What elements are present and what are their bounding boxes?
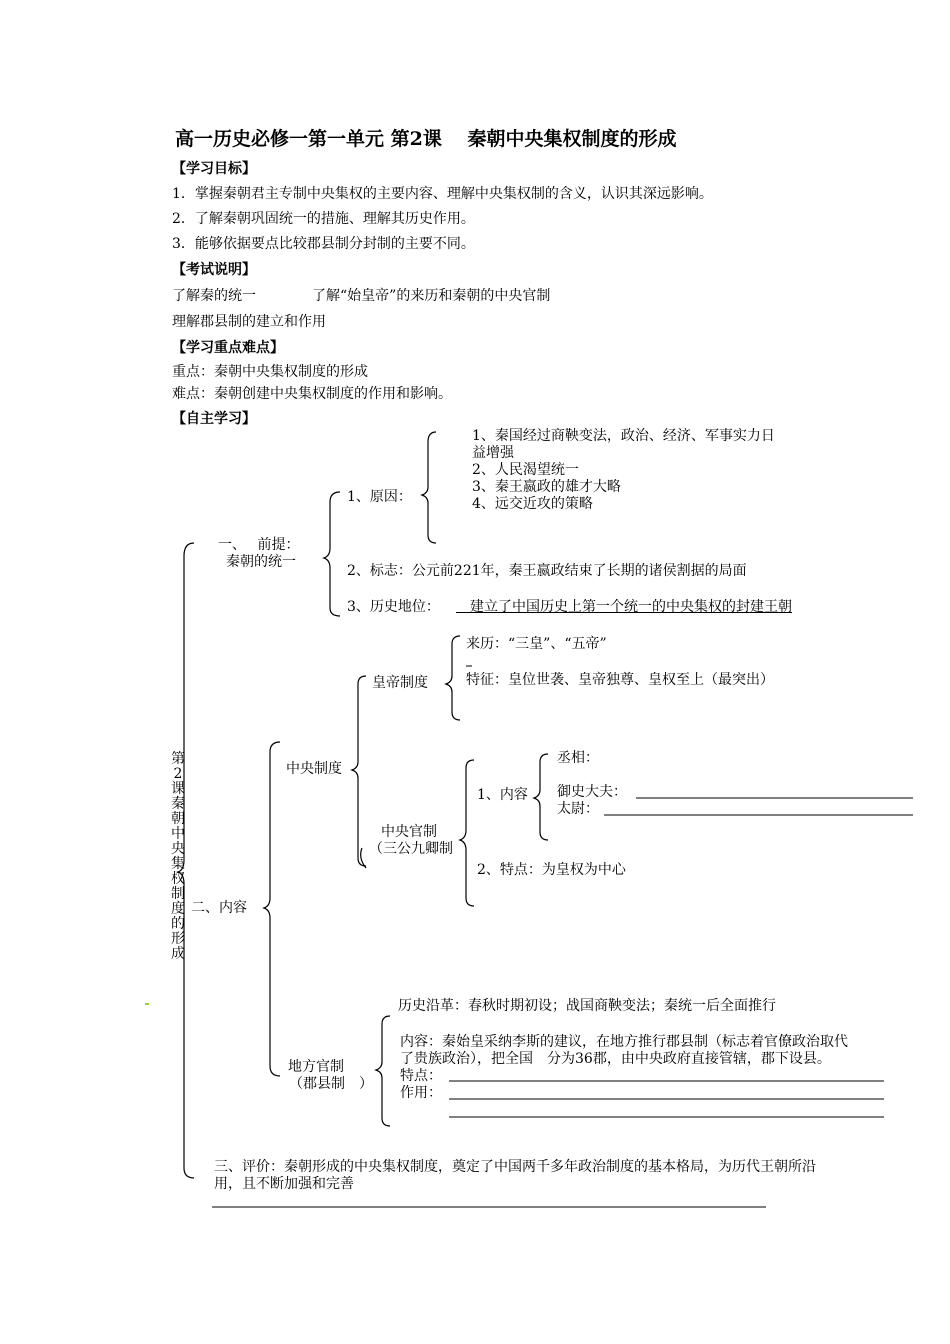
- status-label: 3、历史地位：: [347, 599, 440, 615]
- bracket-part2: [264, 742, 280, 1076]
- chancellor-label: 丞相：: [557, 750, 599, 766]
- bracket-content: [534, 754, 548, 840]
- local-officials: 地方官制: [288, 1059, 344, 1075]
- goal-item: 2．了解秦朝巩固统一的措施、理解其历史作用。: [172, 211, 475, 227]
- bracket-emperor: [446, 636, 460, 720]
- bracket-part1: [324, 492, 340, 616]
- exam-item: 了解“始皇帝”的来历和秦朝的中央官制: [312, 288, 551, 304]
- evaluation-line: 三、评价：秦朝形成的中央集权制度，奠定了中国两千多年政治制度的基本格局，为历代王朝所沿: [214, 1159, 816, 1175]
- goal-item: 1．掌握秦朝君主专制中央集权的主要内容、理解中央集权制的含义，认识其深远影响。: [172, 186, 713, 202]
- section-self-study: 【自主学习】: [172, 411, 256, 427]
- part1-label-sub: 秦朝的统一: [226, 554, 296, 570]
- emperor-system: 皇帝制度: [372, 675, 428, 691]
- goal-item: 3．能够依据要点比较郡县制分封制的主要不同。: [172, 236, 475, 252]
- emperor-origin: 来历：“三皇”、“五帝”: [466, 636, 607, 652]
- part2-label: 二、内容: [191, 900, 247, 916]
- officials-trait: 2、特点：为皇权为中心: [477, 862, 626, 878]
- central-officials-sub: （三公九卿制: [369, 841, 453, 857]
- cause-item: 4、远交近攻的策略: [472, 496, 593, 512]
- emperor-feature: 特征：皇位世袭、皇帝独尊、皇权至上（最突出）: [466, 672, 774, 688]
- bracket-officials: [460, 760, 474, 906]
- bracket-central: [352, 676, 366, 866]
- bracket-causes: [422, 432, 436, 543]
- local-traits-label: 特点：: [400, 1068, 442, 1084]
- exam-item: 了解秦的统一: [172, 288, 256, 304]
- cause-item: 1、秦国经过商鞅变法，政治、经济、军事实力日: [472, 428, 775, 444]
- central-officials: 中央官制: [381, 824, 437, 840]
- sign-text: 2、标志：公元前221年，秦王嬴政结束了长期的诸侯割据的局面: [347, 563, 747, 579]
- local-officials-sub: （郡县制 ）: [289, 1076, 373, 1092]
- key-difficulty: 难点：秦朝创建中央集权制度的作用和影响。: [172, 386, 452, 402]
- vertical-lesson-title: 第2课 秦朝中央集权制度的形成: [171, 751, 199, 962]
- section-learning-goals: 【学习目标】: [172, 161, 256, 177]
- central-system: 中央制度: [286, 761, 342, 777]
- evaluation-line-cont: 用，且不断加强和完善: [214, 1176, 354, 1192]
- cause-label: 1、原因：: [347, 489, 412, 505]
- part1-label: 一、 前提：: [218, 537, 300, 553]
- officials-content-label: 1、内容: [477, 787, 528, 803]
- bracket-local: [376, 1016, 390, 1126]
- section-key-points: 【学习重点难点】: [172, 340, 284, 356]
- taiwei-label: 太尉：: [557, 801, 599, 817]
- page-title: 高一历史必修一第一单元 第2课 秦朝中央集权制度的形成: [175, 128, 677, 150]
- key-focus: 重点：秦朝中央集权制度的形成: [172, 364, 368, 380]
- cause-item: 2、人民渴望统一: [472, 462, 579, 478]
- exam-item: 理解郡县制的建立和作用: [172, 314, 326, 330]
- local-content: 内容：秦始皇采纳李斯的建议，在地方推行郡县制（标志着官僚政治取代: [400, 1034, 848, 1050]
- local-history: 历史沿革：春秋时期初设；战国商鞅变法；秦统一后全面推行: [398, 998, 776, 1014]
- cause-item: 益增强: [472, 445, 514, 461]
- section-exam-description: 【考试说明】: [172, 262, 256, 278]
- censor-label: 御史大夫：: [557, 784, 627, 800]
- local-content-cont: 了贵族政治），把全国 分为36郡，由中央政府直接管辖，郡下设县。: [400, 1051, 831, 1067]
- local-role-label: 作用：: [400, 1085, 442, 1101]
- cause-item: 3、秦王嬴政的雄才大略: [472, 479, 621, 495]
- status-value: 建立了中国历史上第一个统一的中央集权的封建王朝: [470, 599, 792, 615]
